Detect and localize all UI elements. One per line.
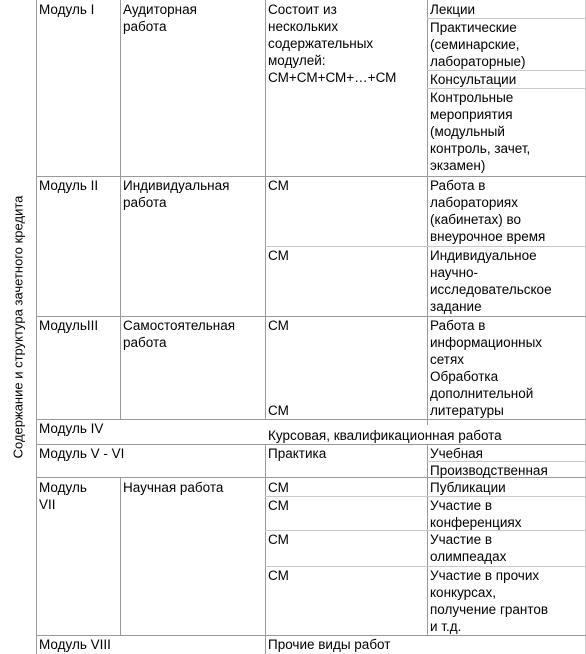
module-1-label: Модуль I — [39, 2, 95, 17]
side-title-cell — [0, 0, 36, 654]
module-1-activity: Аудиторная работа — [123, 2, 197, 34]
side-title: Содержание и структура зачетного кредита — [10, 195, 26, 459]
module-7-item: Участие в прочих конкурсах, получение грантов и т.д. — [430, 568, 549, 634]
module-1-item: Лекции — [430, 2, 476, 17]
module-2-cm: СМ — [268, 178, 289, 193]
module-4-merged: Курсовая, квалификационная работа — [268, 428, 502, 443]
module-7-item: Участие в олимпеадах — [430, 532, 507, 564]
module-5-6-composition: Практика — [268, 446, 327, 461]
module-7-cm: СМ — [268, 532, 289, 547]
module-7-cm: СМ — [268, 498, 289, 513]
module-7-item: Участие в конференциях — [430, 498, 522, 530]
module-3-label: МодульIII — [39, 318, 99, 333]
module-5-6-item: Учебная — [430, 446, 483, 461]
module-7-activity: Научная работа — [123, 480, 224, 495]
module-8-label: Модуль VIII — [39, 637, 111, 652]
module-3-item: Обработка дополнительной литературы — [430, 369, 534, 418]
module-3-cm: СМ — [268, 318, 289, 333]
module-5-6-item: Производственная — [430, 463, 548, 478]
col-border — [120, 477, 121, 635]
module-5-6-label: Модуль V - VI — [39, 446, 125, 461]
module-7-item: Публикации — [430, 480, 506, 495]
module-8-composition: Прочие виды работ — [268, 637, 391, 652]
module-1-item: Контрольные мероприятия (модульный контроль, зачет, экзамен) — [430, 90, 531, 173]
col-border — [265, 444, 266, 654]
module-2-cm: СМ — [268, 248, 289, 263]
module-3-item: Работа в информационных сетях — [430, 318, 543, 367]
module-2-item: Работа в лабораториях (кабинетах) во внеурочное время — [430, 178, 546, 244]
module-7-label: Модуль VII — [39, 480, 87, 512]
module-1-item: Консультации — [430, 72, 517, 87]
module-7-cm: СМ — [268, 480, 289, 495]
module-3-cm: СМ — [268, 403, 289, 418]
module-7-cm: СМ — [268, 568, 289, 583]
module-2-label: Модуль II — [39, 178, 99, 193]
module-2-item: Индивидуальное научно- исследовательское задание — [430, 248, 552, 314]
module-3-activity: Самостоятельная работа — [123, 318, 236, 350]
module-2-activity: Индивидуальная работа — [123, 178, 230, 210]
module-1-item: Практические (семинарские, лабораторные) — [430, 20, 526, 69]
module-1-composition: Состоит из нескольких содержательных модулей: СМ+СМ+СМ+…+СМ — [268, 2, 397, 85]
module-4-label: Модуль IV — [39, 421, 104, 436]
